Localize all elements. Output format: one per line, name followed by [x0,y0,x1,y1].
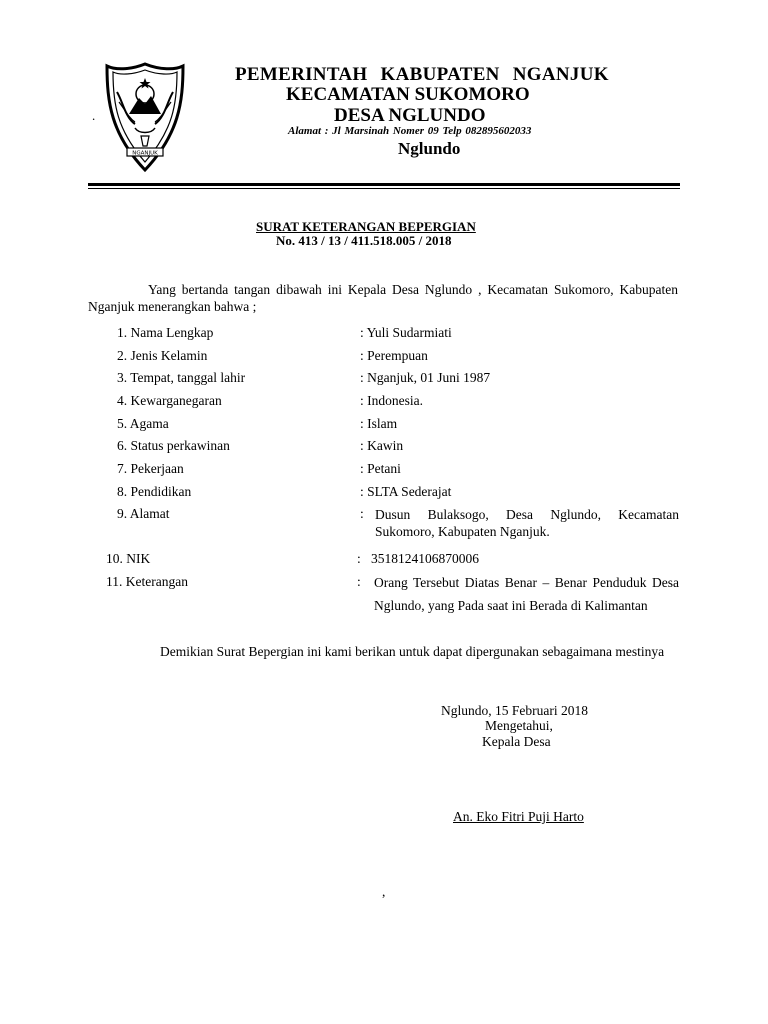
stray-mark: . [92,108,96,123]
field-value: : Indonesia. [360,393,423,408]
field-value: : Perempuan [360,348,428,363]
field-label: 4. Kewarganegaran [117,393,222,408]
emblem-banner-text: NGANJUK [132,150,158,157]
field-label: 3. Tempat, tanggal lahir [117,370,246,385]
signature-place-date: Nglundo, 15 Februari 2018 [441,703,588,718]
header-divider-thick [88,183,680,186]
header-government: PEMERINTAH KABUPATEN NGANJUK [235,64,609,85]
field-label: 6. Status perkawinan [117,438,230,453]
field-value: : Yuli Sudarmiati [360,325,452,340]
field-value: : Islam [360,416,398,431]
field-value: : Nganjuk, 01 Juni 1987 [360,370,491,385]
field-value: : Kawin [360,438,404,453]
field-label: 10. NIK [106,551,151,566]
letter-closing: Demikian Surat Bepergian ini kami berikan untuk dapat dipergunakan sebagaimana mestinya [160,644,665,659]
field-value-address: Dusun Bulaksogo, Desa Nglundo, Kecamatan Sukomoro, Kabupaten Nganjuk. [375,507,679,539]
field-value: : SLTA Sederajat [360,484,452,499]
header-district: KECAMATAN SUKOMORO [286,84,530,105]
field-value: : Petani [360,461,401,476]
field-label: 9. Alamat [117,506,170,521]
field-label: 11. Keterangan [106,574,188,589]
field-label: 1. Nama Lengkap [117,325,214,340]
signature-acknowledged: Mengetahui, [485,718,553,733]
field-value-nik: 3518124106870006 [371,551,479,566]
field-label: 5. Agama [117,416,169,431]
field-colon: : [357,574,361,589]
signature-position: Kepala Desa [482,734,551,749]
letter-title: SURAT KETERANGAN BEPERGIAN [256,219,476,234]
field-colon: : [357,551,361,566]
nganjuk-regency-emblem-icon [105,62,185,174]
header-divider-thin [88,188,680,189]
letter-intro: Yang bertanda tangan dibawah ini Kepala Desa Nglundo , Kecamatan Sukomoro, Kabupaten Nganjuk menerangkan bahwa ; [88,282,678,314]
trailing-mark: , [382,884,386,899]
header-address: Alamat : Jl Marsinah Nomer 09 Telp 082895602033 [288,125,532,137]
header-village-name: Nglundo [398,139,461,158]
field-value-remarks: Orang Tersebut Diatas Benar – Benar Penduduk Desa Nglundo, yang Pada saat ini Berada di Kalimantan [374,575,679,613]
letter-number: No. 413 / 13 / 411.518.005 / 2018 [276,233,452,248]
field-label: 8. Pendidikan [117,484,192,499]
field-label: 2. Jenis Kelamin [117,348,208,363]
field-label: 7. Pekerjaan [117,461,184,476]
header-village: DESA NGLUNDO [334,105,486,126]
signatory-name: An. Eko Fitri Puji Harto [453,809,584,824]
field-colon: : [360,506,364,521]
